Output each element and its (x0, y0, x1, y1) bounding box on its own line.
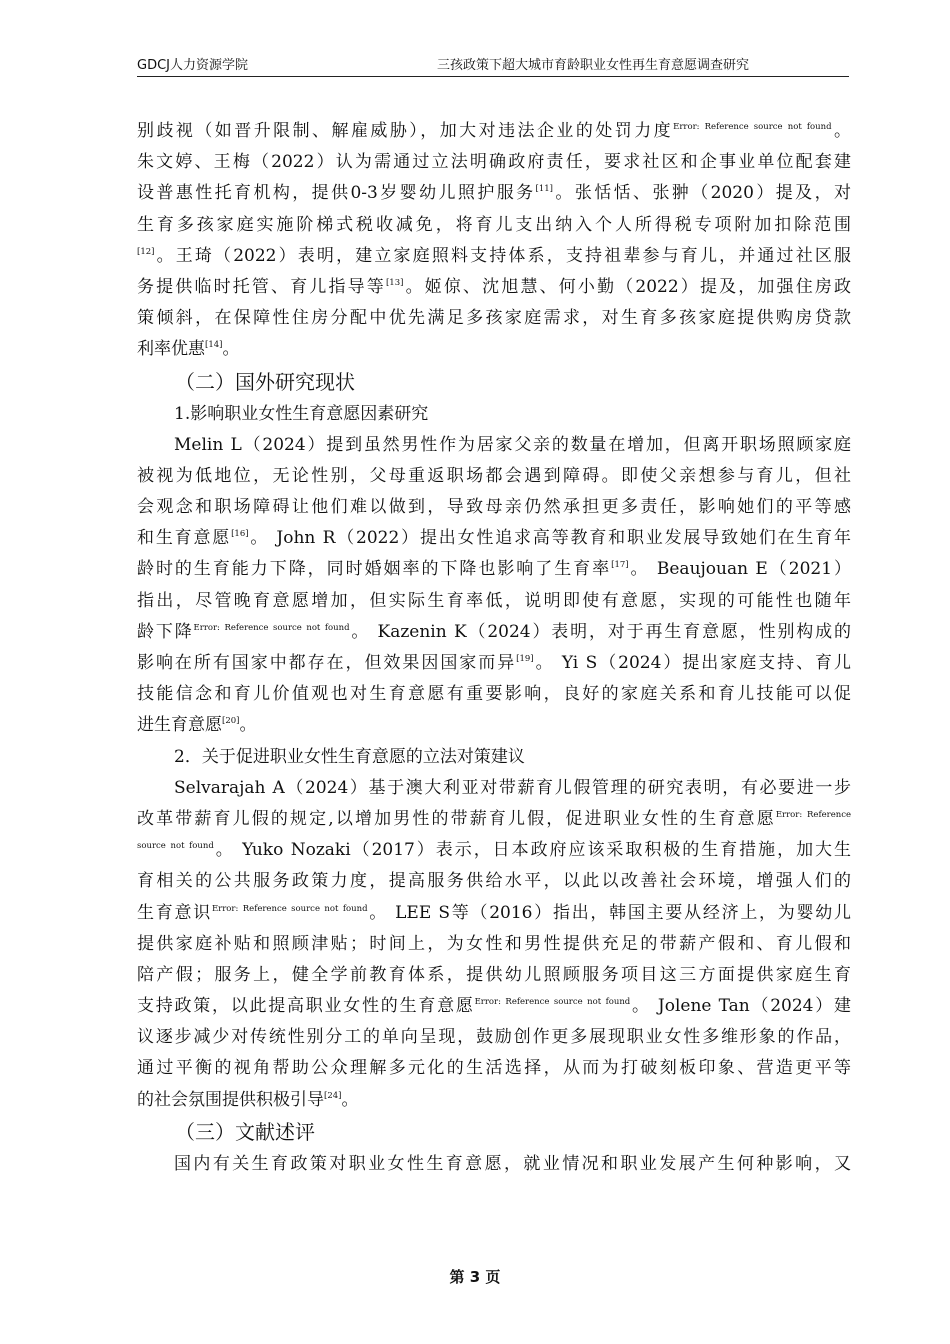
page-header (137, 58, 849, 77)
text-line: 支持政策，以此提高职业女性的生育意愿$^{Error: Reference source not found}$。 Jolene Tan（2024）建 (137, 996, 851, 1017)
text-line: 别歧视（如晋升限制、解雇威胁），加大对违法企业的处罚力度$^{Error: Reference source not found}$。 (137, 121, 851, 141)
section-heading-foreign-research: （二）国外研究现状 (175, 369, 355, 394)
text-line: 设普惠性托育机构，提供0-3岁婴幼儿照护服务[11]。张恬恬、张翀（2020）提及，对 (137, 183, 851, 204)
citation: [19] (516, 654, 534, 664)
reference-error: source not found (137, 841, 214, 852)
reference-error: Error: Reference source not found (193, 622, 350, 633)
text-line: 影响在所有国家中都存在，但效果因国家而异[19]。 Yi S（2024）提出家庭支持、育儿 (137, 653, 851, 673)
subsection-heading: 1.影响职业女性生育意愿因素研究 (174, 403, 429, 424)
text-line: Selvarajah A（2024）基于澳大利亚对带薪育儿假管理的研究表明，有必要进一步 (174, 777, 851, 798)
subsection-heading: 2．关于促进职业女性生育意愿的立法对策建议 (174, 746, 525, 767)
text-line: 进生育意愿[20]。 (137, 715, 257, 736)
text-line: 生育多孩家庭实施阶梯式税收减免，将育儿支出纳入个人所得税专项附加扣除范围 (137, 214, 851, 235)
citation: [14] (205, 340, 223, 351)
text-line: 策倾斜，在保障性住房分配中优先满足多孩家庭需求，对生育多孩家庭提供购房贷款 (137, 308, 851, 329)
text-line: Melin L（2024）提到虽然男性作为居家父亲的数量在增加，但离开职场照顾家庭 (174, 434, 851, 455)
text-line: 龄下降$^{Error: Reference source not found}$。 Kazenin K（2024）表明，对于再生育意愿，性别构成的 (137, 621, 851, 642)
header-institution: GDCJ人力资源学院 (137, 58, 248, 73)
citation: [13] (385, 277, 404, 288)
page-number: 第 3 页 (449, 1268, 501, 1286)
reference-error: Error: Reference source not found (211, 903, 368, 914)
text-line: 国内有关生育政策对职业女性生育意愿，就业情况和职业发展产生何种影响，又 (174, 1153, 851, 1174)
header-thesis-title: 三孩政策下超大城市育龄职业女性再生育意愿调查研究 (437, 58, 750, 73)
text-line: 朱文婷、王梅（2022）认为需通过立法明确政府责任，要求社区和企事业单位配套建 (137, 152, 851, 173)
text-line: 会观念和职场障碍让他们难以做到，导致母亲仍然承担更多责任，影响她们的平等感 (137, 497, 851, 518)
text-line: 提供家庭补贴和照顾津贴；时间上，为女性和男性提供充足的带薪产假和、育儿假和 (137, 933, 851, 954)
citation: [20] (222, 716, 240, 727)
citation: [12] (137, 246, 155, 257)
text-line: [12]。王琦（2022）表明，建立家庭照料支持体系，支持祖辈参与育儿，并通过社区服 (137, 245, 851, 266)
section-heading-literature-review: （三）文献述评 (175, 1119, 315, 1144)
text-line: 改革带薪育儿假的规定,以增加男性的带薪育儿假，促进职业女性的生育意愿$^{Error: Reference}$ (137, 808, 851, 829)
text-line: 利率优惠[14]。 (137, 339, 240, 360)
citation: [17] (611, 560, 629, 571)
page-body (137, 116, 851, 1180)
text-line: 和生育意愿[16]。 John R（2022）提出女性追求高等教育和职业发展导致她们在生育年 (137, 528, 851, 549)
text-line: 的社会氛围提供积极引导[24]。 (137, 1089, 359, 1110)
reference-error: Error: Reference source not found (673, 122, 832, 132)
text-line: 育相关的公共服务政策力度，提高服务供给水平，以此以改善社会环境，增强人们的 (137, 871, 851, 892)
reference-error: Error: Reference source not found (474, 997, 631, 1008)
text-line: 指出，尽管晚育意愿增加，但实际生育率低，说明即使有意愿，实现的可能性也随年 (137, 590, 851, 611)
reference-error: Error: Reference (775, 809, 851, 820)
text-line: 生育意识$^{Error: Reference source not found}$。 LEE S等（2016）指出，韩国主要从经济上，为婴幼儿 (137, 902, 851, 923)
text-line: 龄时的生育能力下降，同时婚姻率的下降也影响了生育率[17]。 Beaujouan E（2021） (137, 559, 851, 580)
text-line: 技能信念和育儿价值观也对生育意愿有重要影响，良好的家庭关系和育儿技能可以促 (137, 684, 851, 705)
citation: [11] (535, 184, 553, 195)
text-line: 议逐步减少对传统性别分工的单向呈现，鼓励创作更多展现职业女性多维形象的作品， (137, 1027, 851, 1048)
text-line: $^{source not found}$。 Yuko Nozaki（2017）表示，日本政府应该采取积极的生育措施，加大生 (137, 840, 851, 861)
citation: [24] (324, 1090, 342, 1101)
text-line: 陪产假；服务上，健全学前教育体系，提供幼儿照顾服务项目这三方面提供家庭生育 (137, 964, 851, 985)
text-line: 通过平衡的视角帮助公众理解多元化的生活选择，从而为打破刻板印象、营造更平等 (137, 1058, 851, 1079)
citation: [16] (231, 529, 249, 540)
text-line: 务提供临时托管、育儿指导等[13]。姬倞、沈旭慧、何小勤（2022）提及，加强住房政 (137, 276, 851, 297)
text-line: 被视为低地位，无论性别，父母重返职场都会遇到障碍。即使父亲想参与育儿，但社 (137, 465, 851, 486)
